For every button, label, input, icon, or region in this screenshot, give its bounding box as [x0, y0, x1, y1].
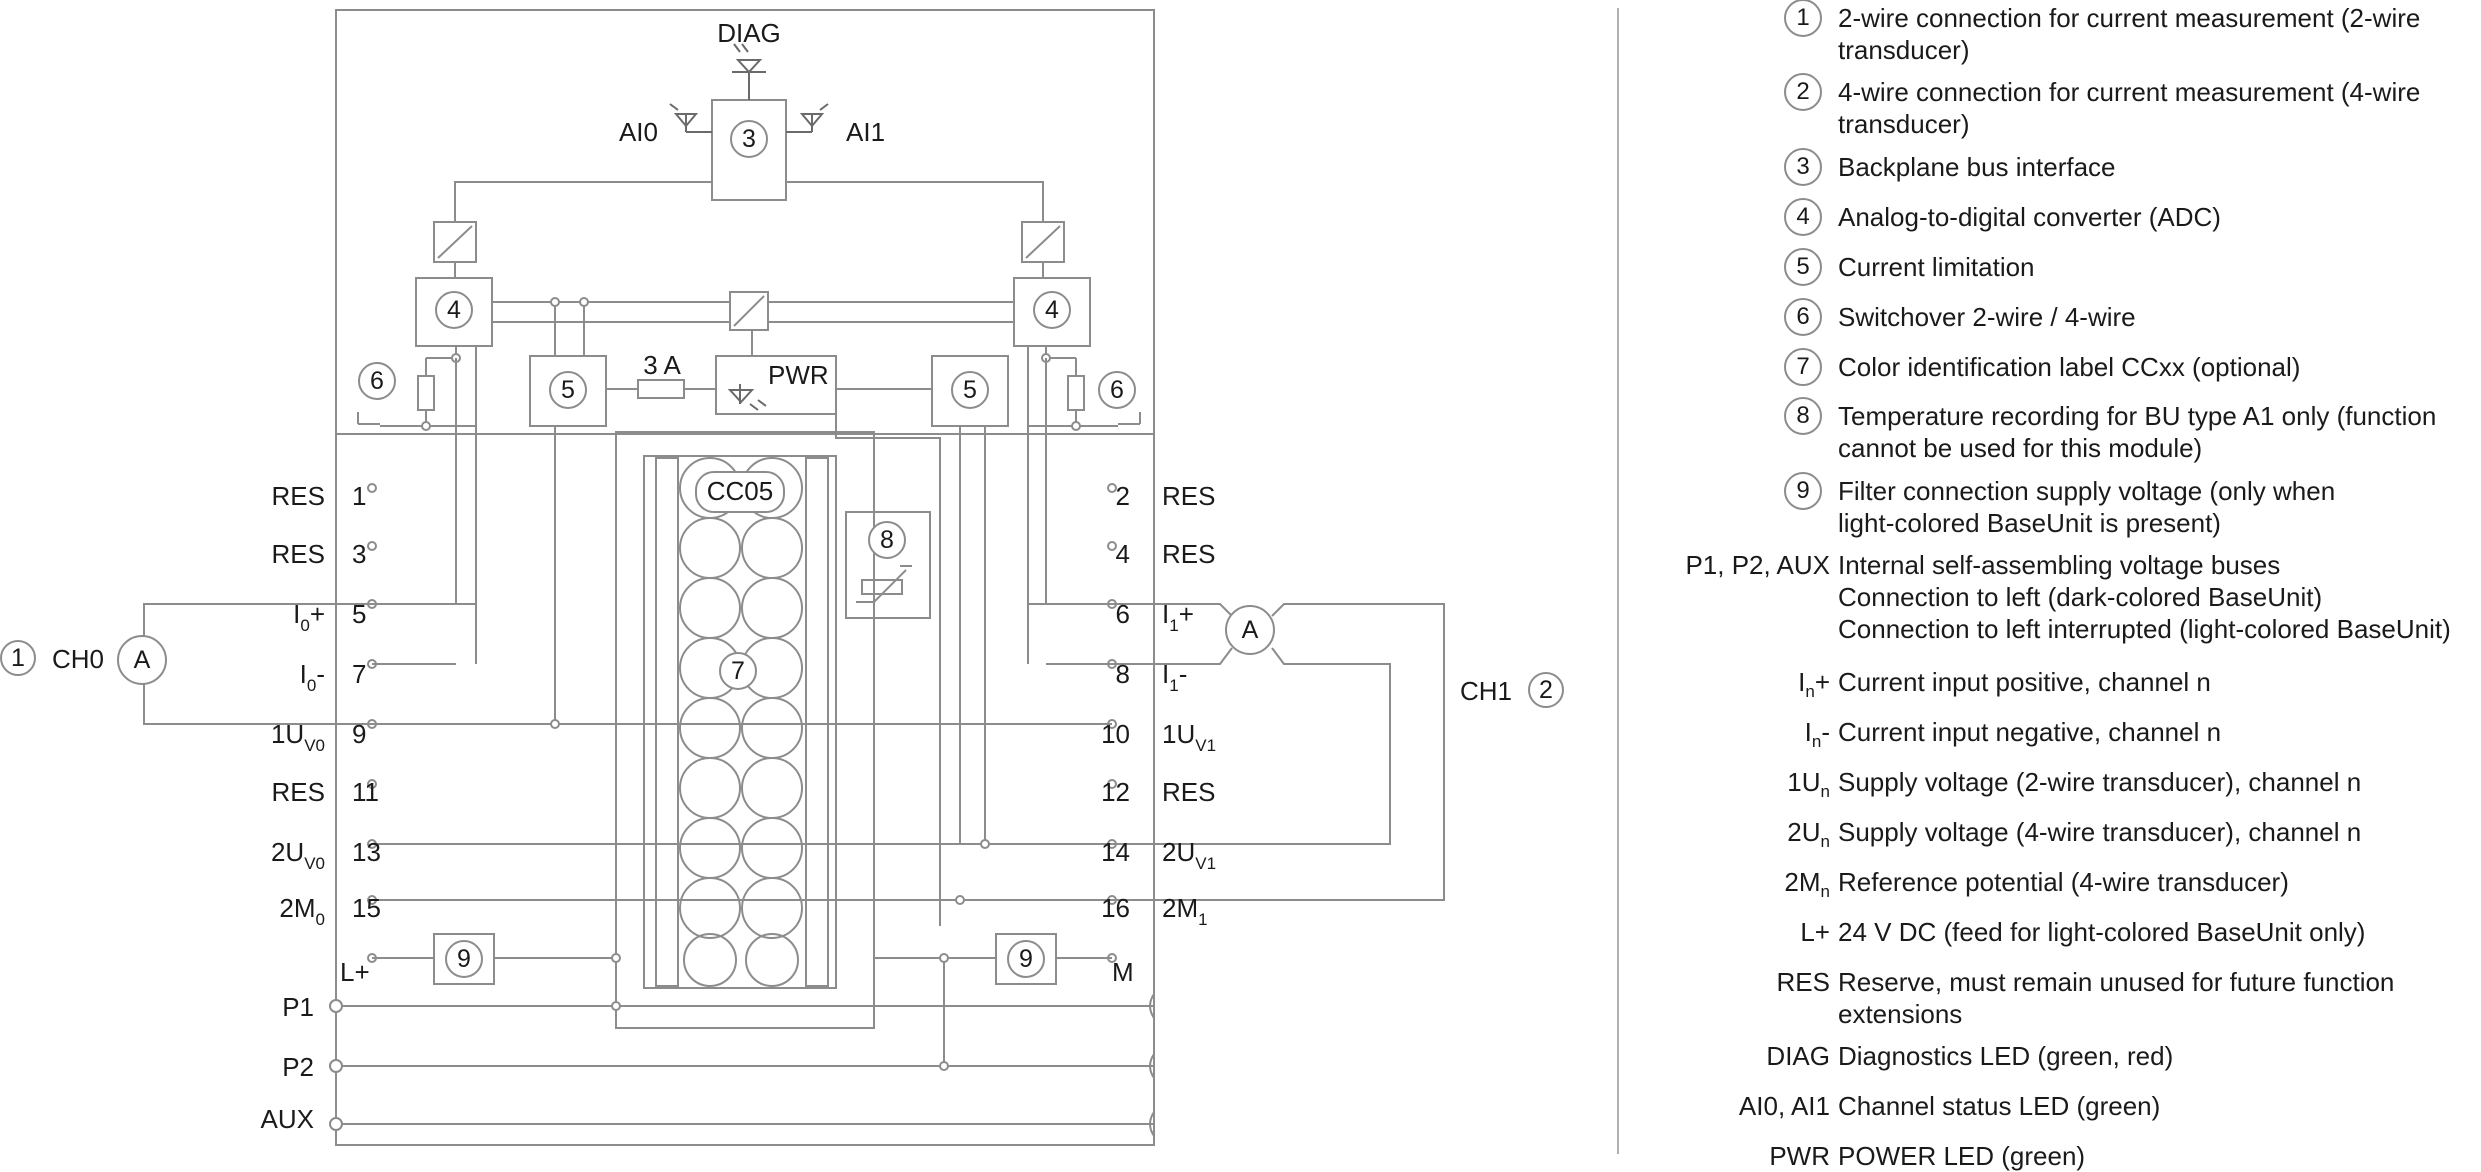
- right-terminal-pin: 16: [1101, 893, 1130, 923]
- legend-callout: 8: [1784, 397, 1822, 435]
- legend-description-line: Backplane bus interface: [1838, 152, 2116, 182]
- left-terminal-pin: 9: [352, 719, 367, 749]
- legend-callout: 3: [1784, 148, 1822, 186]
- legend-description-line: cannot be used for this module): [1838, 433, 2203, 463]
- legend-key: $I_n-$: [1804, 717, 1830, 752]
- legend-key: PWR: [1769, 1141, 1830, 1171]
- legend-key: $1U_n$: [1787, 767, 1830, 802]
- right-terminal-name: $I_1+$: [1162, 599, 1194, 635]
- legend-description-line: POWER LED (green): [1838, 1141, 2086, 1171]
- left-terminal-name: $1U_{V0}$: [270, 719, 325, 755]
- right-terminal-pin: 12: [1101, 777, 1130, 807]
- legend-description: [1838, 351, 2478, 383]
- legend-description: [1838, 251, 2478, 283]
- legend-description-line: Filter connection supply voltage (only when: [1838, 476, 2336, 506]
- legend-description: [1838, 201, 2478, 233]
- legend-description: [1838, 400, 2478, 464]
- left-terminal-pin: 5: [352, 599, 367, 629]
- thermistor-icon: [856, 566, 912, 602]
- legend-description-line: Channel status LED (green): [1838, 1091, 2161, 1121]
- diag-label: DIAG: [717, 18, 781, 48]
- dc-converter-icon: [730, 292, 768, 330]
- right-terminal-name: RES: [1162, 539, 1216, 569]
- m-label: M: [1112, 957, 1134, 987]
- legend-description-line: Current limitation: [1838, 252, 2035, 282]
- isolator-right-icon: [1022, 222, 1064, 262]
- legend-description-line: light-colored BaseUnit is present): [1838, 508, 2221, 538]
- right-terminal-pin: 14: [1101, 837, 1130, 867]
- legend-description-line: Reserve, must remain unused for future function: [1838, 967, 2395, 997]
- legend-callout: 1: [1784, 0, 1822, 37]
- bus-p1: [330, 1000, 1154, 1012]
- left-terminal-pin: 1: [352, 481, 367, 511]
- callout-4-left: 4: [447, 296, 461, 324]
- right-terminal-name: RES: [1162, 777, 1216, 807]
- legend-callout: 4: [1784, 198, 1822, 236]
- divider-line: [1617, 8, 1619, 1154]
- legend-key: $I_n+$: [1798, 667, 1830, 702]
- ai1-label: AI1: [846, 117, 886, 147]
- legend-description: [1838, 475, 2478, 539]
- left-terminal-name: RES: [271, 777, 325, 807]
- legend-key: AI0, AI1: [1738, 1091, 1830, 1121]
- right-terminal-pin: 2: [1115, 481, 1130, 511]
- legend-description: [1838, 966, 2478, 1030]
- legend-description-line: Supply voltage (2-wire transducer), channel n: [1838, 767, 2362, 797]
- ch0-label: CH0: [52, 644, 105, 674]
- legend-description-line: extensions: [1838, 999, 1963, 1029]
- legend-callout: 9: [1784, 472, 1822, 510]
- pwr-label: PWR: [768, 360, 829, 390]
- left-terminal-name: $2U_{V0}$: [270, 837, 325, 873]
- callout-9-right: 9: [1019, 945, 1033, 973]
- bus-aux: [330, 1118, 1154, 1130]
- callout-4-right: 4: [1045, 296, 1059, 324]
- legend-description: [1838, 151, 2478, 183]
- isolator-left-icon: [434, 222, 476, 262]
- legend-key: $2M_n$: [1784, 867, 1830, 902]
- legend-description-line: 2-wire connection for current measurement (2-wire: [1838, 3, 2421, 33]
- switch-left-icon: [358, 412, 380, 424]
- legend-description-line: Switchover 2-wire / 4-wire: [1838, 302, 2136, 332]
- right-terminal-name: $2M_1$: [1162, 893, 1208, 929]
- legend-description-line: transducer): [1838, 35, 1970, 65]
- legend-callout: 2: [1784, 73, 1822, 111]
- left-terminal-name: RES: [271, 539, 325, 569]
- ch1-label: CH1: [1460, 676, 1513, 706]
- legend-description: [1838, 1140, 2478, 1172]
- callout-9-left: 9: [457, 945, 471, 973]
- resistor-right-icon: [1068, 376, 1084, 410]
- legend-callout: 7: [1784, 348, 1822, 386]
- callout-8: 8: [880, 526, 894, 554]
- legend-description: [1838, 549, 2478, 645]
- resistor-left-icon: [418, 376, 434, 410]
- legend-key: L+: [1800, 917, 1830, 947]
- left-terminal-name: RES: [271, 481, 325, 511]
- legend-description: [1838, 866, 2478, 898]
- left-terminal-labels: [271, 481, 381, 929]
- legend-description-line: Color identification label CCxx (optional): [1838, 352, 2301, 382]
- callout-6-right: 6: [1110, 376, 1124, 404]
- legend-description: [1838, 76, 2478, 140]
- p1-label: P1: [282, 992, 314, 1022]
- legend-description-line: Connection to left interrupted (light-colored BaseUnit): [1838, 614, 2451, 644]
- legend-key: DIAG: [1766, 1041, 1830, 1071]
- left-terminal-name: $2M_0$: [279, 893, 325, 929]
- legend-description-line: Supply voltage (4-wire transducer), channel n: [1838, 817, 2362, 847]
- diag-led-icon: [732, 44, 766, 100]
- ai0-led-icon: [670, 104, 712, 132]
- pwr-led-icon: [730, 384, 766, 410]
- left-terminal-name: $I_0-$: [299, 659, 325, 695]
- switch-right-icon: [1118, 412, 1140, 424]
- legend-description-line: Analog-to-digital converter (ADC): [1838, 202, 2221, 232]
- ai1-led-icon: [786, 104, 828, 132]
- legend-description: [1838, 716, 2478, 748]
- legend-description: [1838, 916, 2478, 948]
- legend-description-line: Current input negative, channel n: [1838, 717, 2222, 747]
- left-terminal-name: $I_0+$: [293, 599, 325, 635]
- svg-text:A: A: [133, 646, 151, 674]
- callout-7: 7: [731, 657, 745, 685]
- callout-5-left: 5: [561, 376, 575, 404]
- legend-description: [1838, 816, 2478, 848]
- legend-description: [1838, 666, 2478, 698]
- ai0-label: AI0: [618, 117, 658, 147]
- legend-description-line: Internal self-assembling voltage buses: [1838, 550, 2281, 580]
- bus-p2: [330, 1060, 1154, 1072]
- p2-label: P2: [282, 1052, 314, 1082]
- fuse-rating-label: 3 A: [643, 350, 681, 380]
- legend-description: [1838, 1090, 2478, 1122]
- legend-description-line: Connection to left (dark-colored BaseUnit): [1838, 582, 2323, 612]
- left-terminal-pin: 11: [352, 777, 379, 807]
- legend-description: [1838, 2, 2478, 66]
- svg-text:A: A: [1241, 616, 1259, 644]
- legend-key: RES: [1776, 967, 1830, 997]
- right-terminal-pin: 10: [1101, 719, 1130, 749]
- legend-description-line: 4-wire connection for current measurement (4-wire: [1838, 77, 2421, 107]
- callout-2: 2: [1539, 676, 1553, 704]
- right-terminal-pin: 4: [1115, 539, 1130, 569]
- legend-key: P1, P2, AUX: [1685, 550, 1830, 580]
- left-terminal-pin: 15: [352, 893, 381, 923]
- legend-description-line: Temperature recording for BU type A1 only (function: [1838, 401, 2437, 431]
- right-terminal-name: $2U_{V1}$: [1162, 837, 1217, 873]
- legend-description-line: Diagnostics LED (green, red): [1838, 1041, 2174, 1071]
- callout-1: 1: [11, 644, 25, 672]
- lplus-label: L+: [340, 957, 370, 987]
- right-terminal-pin: 8: [1115, 659, 1130, 689]
- fuse-icon: [638, 380, 684, 398]
- legend-callout: 6: [1784, 298, 1822, 336]
- left-terminal-pin: 7: [352, 659, 367, 689]
- legend-description-line: transducer): [1838, 109, 1970, 139]
- left-terminal-pin: 3: [352, 539, 367, 569]
- aux-label: AUX: [260, 1104, 314, 1134]
- callout-6-left: 6: [370, 367, 384, 395]
- color-code-label: CC05: [706, 476, 774, 506]
- callout-3: 3: [742, 125, 756, 153]
- right-terminal-labels: [1101, 481, 1216, 929]
- callout-5-right: 5: [963, 376, 977, 404]
- right-terminal-name: $I_1-$: [1162, 659, 1188, 695]
- base-unit-outline: [336, 434, 1154, 1145]
- legend-description: [1838, 766, 2478, 798]
- legend-description: [1838, 1040, 2478, 1072]
- right-terminal-pin: 6: [1115, 599, 1130, 629]
- right-terminal-name: $1U_{V1}$: [1162, 719, 1217, 755]
- legend-key: $2U_n$: [1787, 817, 1830, 852]
- right-terminal-name: RES: [1162, 481, 1216, 511]
- legend-description-line: Reference potential (4-wire transducer): [1838, 867, 2289, 897]
- left-terminal-pin: 13: [352, 837, 381, 867]
- legend-callout: 5: [1784, 248, 1822, 286]
- legend-description-line: 24 V DC (feed for light-colored BaseUnit only): [1838, 917, 2366, 947]
- legend-description-line: Current input positive, channel n: [1838, 667, 2211, 697]
- legend-description: [1838, 301, 2478, 333]
- spring-terminals: [656, 458, 828, 986]
